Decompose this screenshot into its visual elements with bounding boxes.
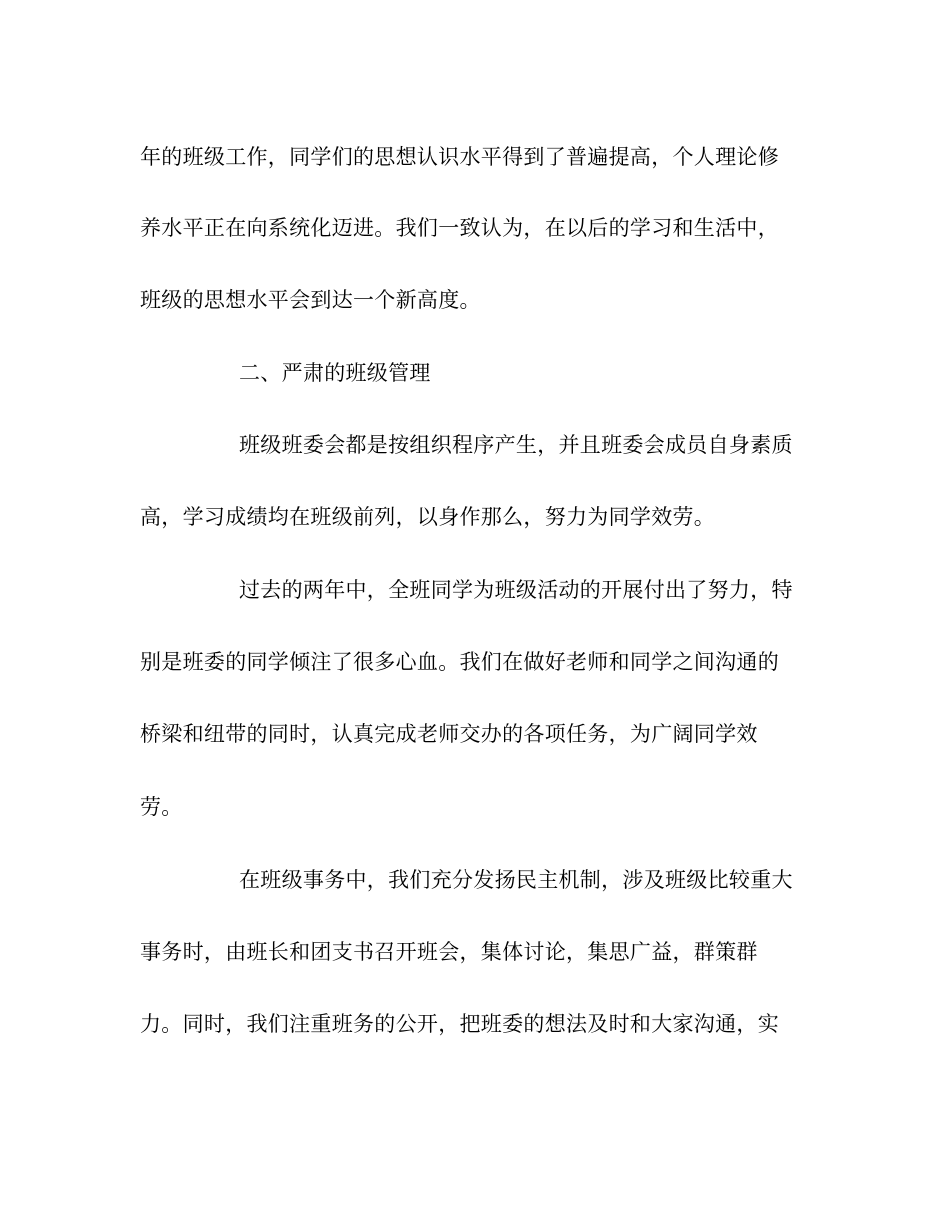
paragraph-line-1: 年的班级工作，同学们的思想认识水平得到了普遍提高，个人理论修 (140, 145, 779, 169)
paragraph-line-10: 劳。 (140, 795, 183, 819)
paragraph-line-13: 力。同时，我们注重班务的公开，把班委的想法及时和大家沟通，实 (140, 1012, 779, 1036)
paragraph-line-3: 班级的思想水平会到达一个新高度。 (140, 288, 481, 312)
paragraph-line-7: 过去的两年中，全班同学为班级活动的开展付出了努力，特 (239, 578, 793, 602)
paragraph-line-2: 养水平正在向系统化迈进。我们一致认为，在以后的学习和生活中， (140, 216, 779, 240)
section-heading: 二、严肃的班级管理 (239, 361, 431, 385)
paragraph-line-5: 班级班委会都是按组织程序产生，并且班委会成员自身素质 (239, 433, 793, 457)
paragraph-line-8: 别是班委的同学倾注了很多心血。我们在做好老师和同学之间沟通的 (140, 650, 779, 674)
paragraph-line-11: 在班级事务中，我们充分发扬民主机制，涉及班级比较重大 (239, 868, 793, 892)
paragraph-line-6: 高，学习成绩均在班级前列，以身作那么，努力为同学效劳。 (140, 505, 716, 529)
paragraph-line-9: 桥梁和纽带的同时，认真完成老师交办的各项任务，为广阔同学效 (140, 722, 758, 746)
paragraph-line-12: 事务时，由班长和团支书召开班会，集体讨论，集思广益，群策群 (140, 940, 758, 964)
